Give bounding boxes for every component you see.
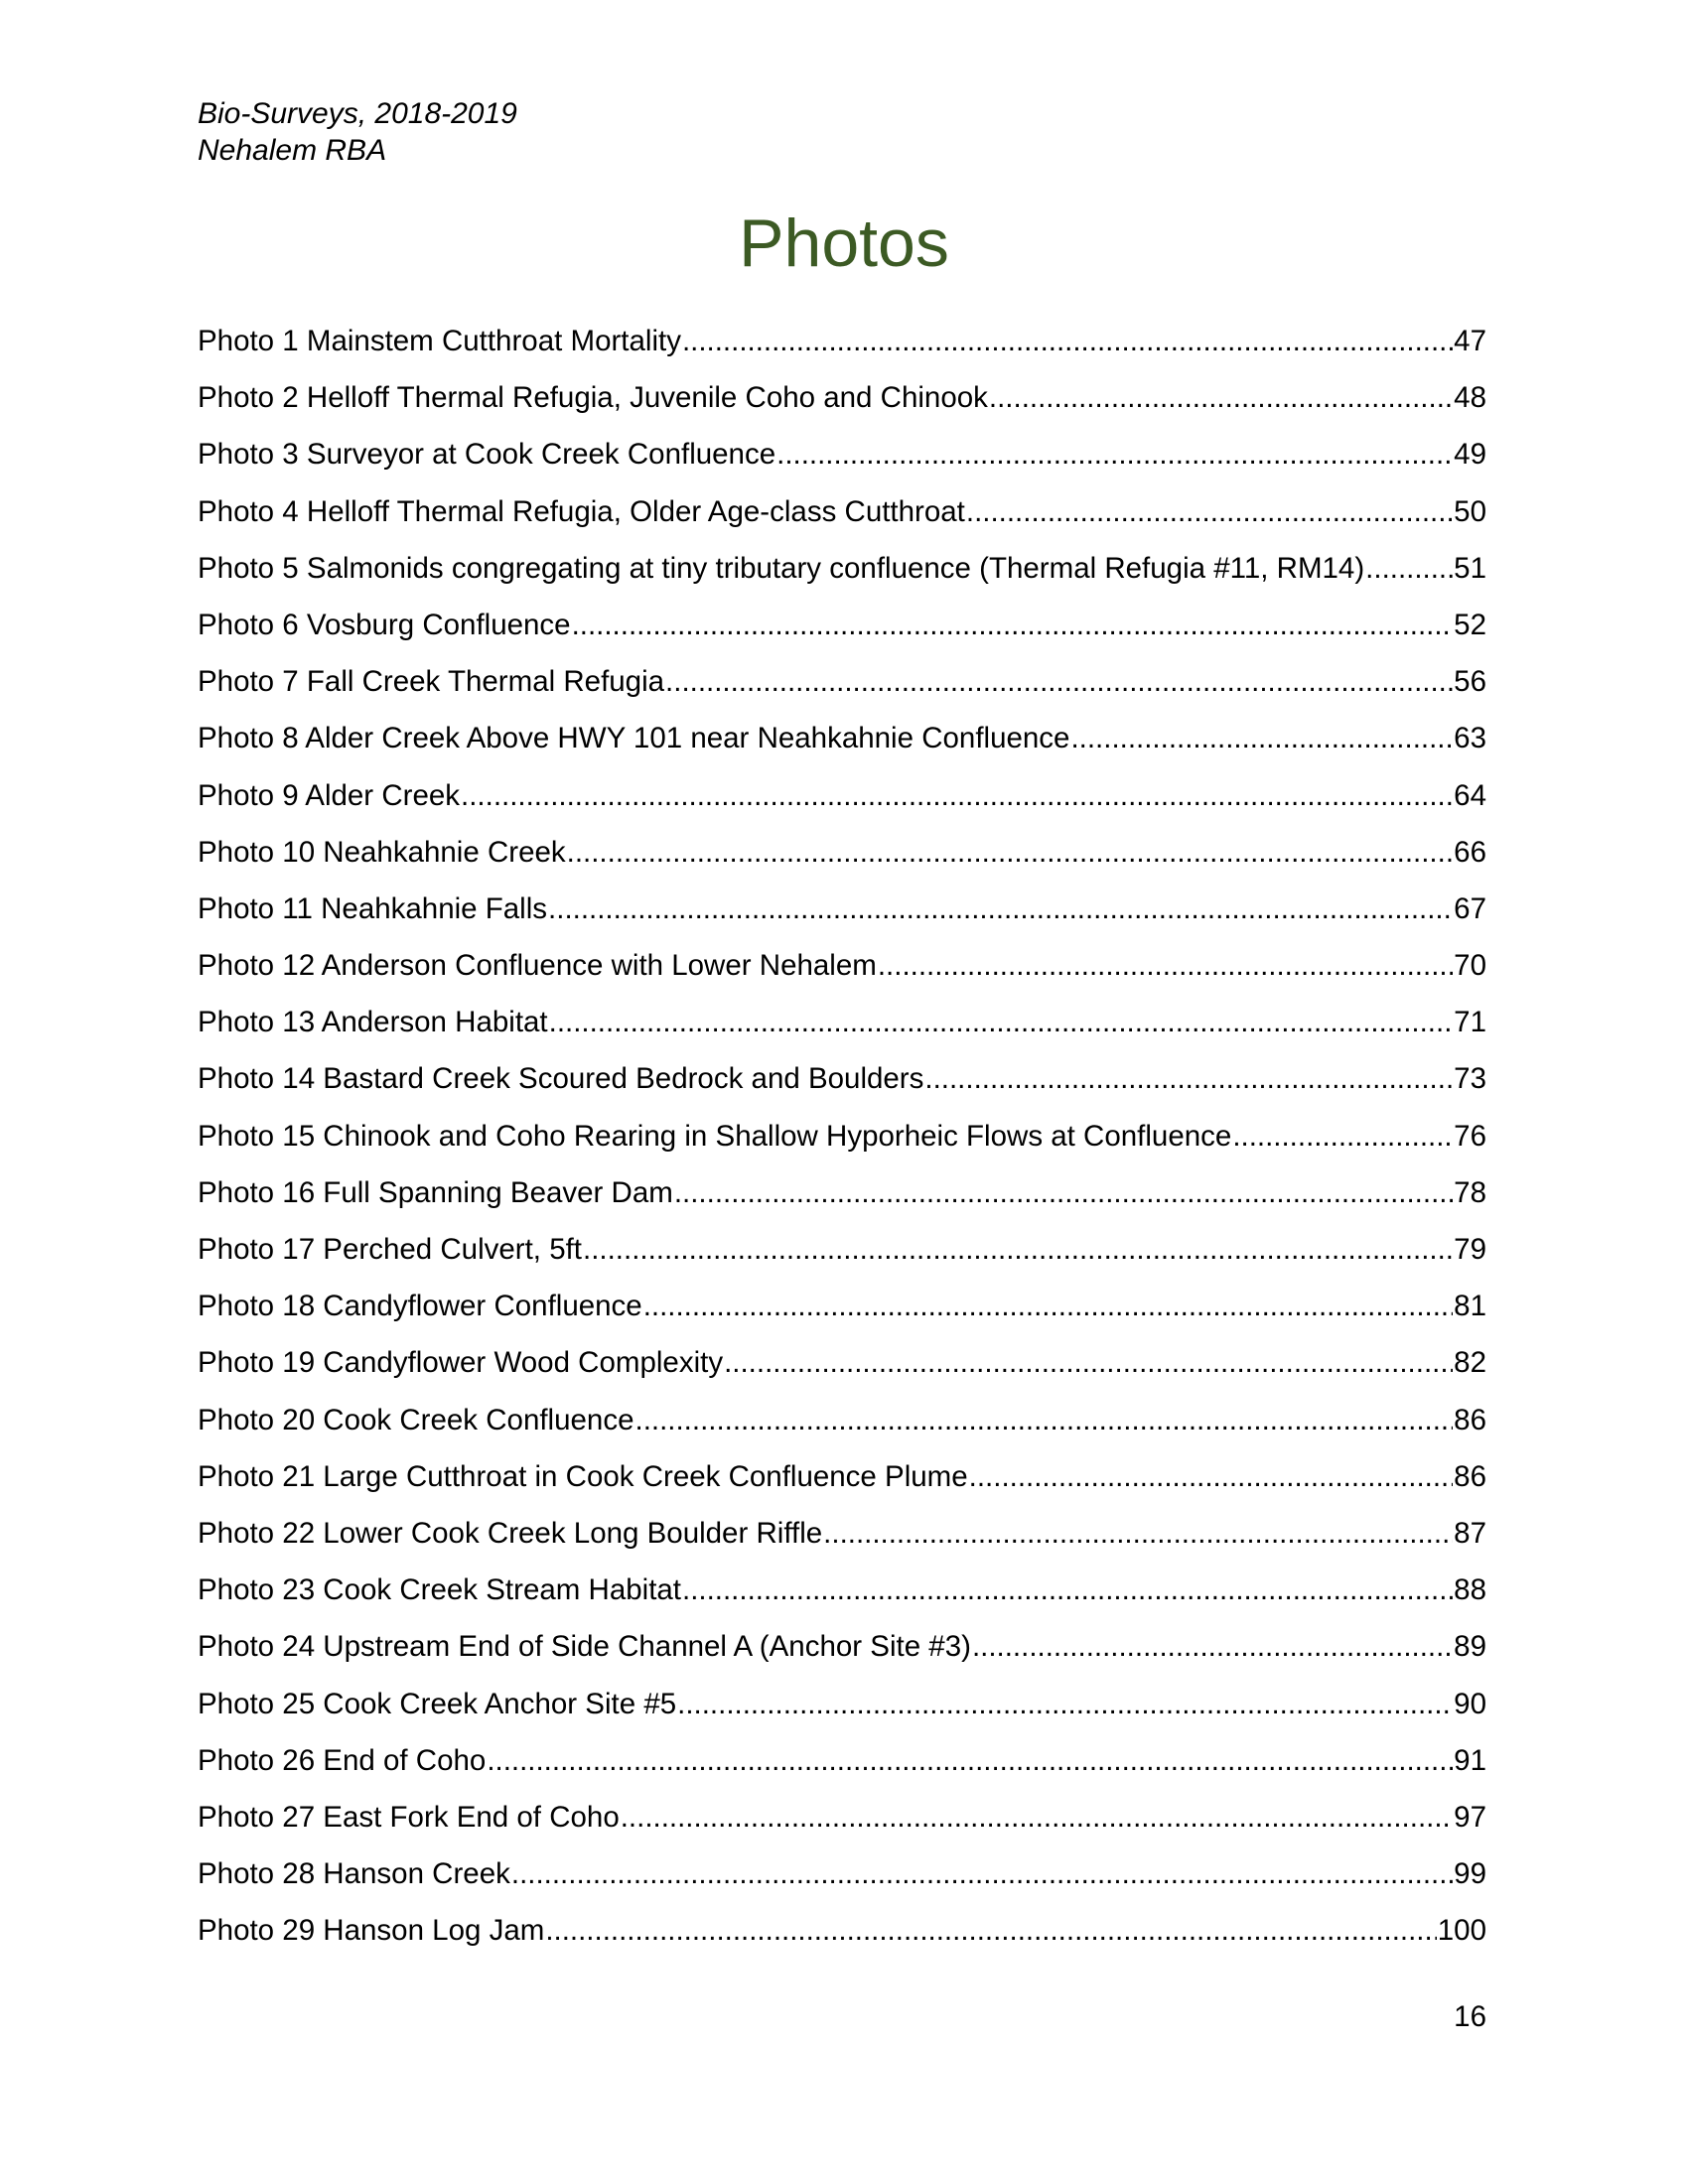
dot-leader xyxy=(924,1057,1453,1101)
dot-leader xyxy=(487,1739,1453,1783)
toc-entry-page[interactable]: 51 xyxy=(1454,551,1486,585)
toc-entry-page[interactable]: 87 xyxy=(1454,1516,1486,1550)
toc-entry-label[interactable]: Photo 24 Upstream End of Side Channel A (Anchor Site #3) xyxy=(198,1630,971,1664)
dot-leader xyxy=(621,1796,1453,1840)
toc-entry-label[interactable]: Photo 2 Helloff Thermal Refugia, Juvenile Coho and Chinook xyxy=(198,381,988,415)
dot-leader xyxy=(682,320,1453,363)
dot-leader xyxy=(1232,1115,1453,1159)
dot-leader xyxy=(545,1909,1436,1953)
dot-leader xyxy=(878,944,1453,988)
toc-entry-page[interactable]: 71 xyxy=(1454,1006,1486,1039)
toc-entry-page[interactable]: 89 xyxy=(1454,1630,1486,1664)
toc-entry[interactable] xyxy=(198,1115,1486,1171)
toc-entry[interactable] xyxy=(198,887,1486,944)
toc-entry[interactable] xyxy=(198,1796,1486,1852)
toc-entry-label[interactable]: Photo 26 End of Coho xyxy=(198,1743,487,1777)
dot-leader xyxy=(583,1228,1453,1272)
page-number: 16 xyxy=(1454,2000,1486,2033)
toc-entry[interactable] xyxy=(198,1569,1486,1625)
toc-entry-label[interactable]: Photo 20 Cook Creek Confluence xyxy=(198,1403,634,1436)
dot-leader xyxy=(461,774,1453,818)
header-basin-name: Nehalem RBA xyxy=(198,134,387,167)
toc-entry[interactable] xyxy=(198,774,1486,831)
toc-entry-label[interactable]: Photo 11 Neahkahnie Falls xyxy=(198,891,548,925)
toc-entry[interactable] xyxy=(198,1512,1486,1569)
dot-leader xyxy=(1365,547,1453,591)
toc-entry-label[interactable]: Photo 6 Vosburg Confluence xyxy=(198,608,571,641)
toc-entry-label[interactable]: Photo 14 Bastard Creek Scoured Bedrock and Boulders xyxy=(198,1062,924,1096)
toc-entry-label[interactable]: Photo 22 Lower Cook Creek Long Boulder Riffle xyxy=(198,1516,823,1550)
photo-list xyxy=(198,320,1486,1966)
dot-leader xyxy=(572,604,1454,647)
dot-leader xyxy=(969,1455,1454,1499)
toc-entry-label[interactable]: Photo 16 Full Spanning Beaver Dam xyxy=(198,1175,673,1209)
dot-leader xyxy=(665,660,1453,704)
toc-entry-label[interactable]: Photo 5 Salmonids congregating at tiny tributary confluence (Thermal Refugia #11, RM14) xyxy=(198,551,1365,585)
dot-leader xyxy=(823,1512,1453,1556)
toc-entry-label[interactable]: Photo 23 Cook Creek Stream Habitat xyxy=(198,1573,681,1607)
toc-entry[interactable] xyxy=(198,1625,1486,1682)
toc-entry-page[interactable]: 86 xyxy=(1454,1459,1486,1493)
toc-entry[interactable] xyxy=(198,547,1486,604)
toc-entry-label[interactable]: Photo 27 East Fork End of Coho xyxy=(198,1800,620,1834)
toc-entry[interactable] xyxy=(198,1739,1486,1796)
toc-entry[interactable] xyxy=(198,660,1486,717)
toc-entry-page[interactable]: 86 xyxy=(1454,1403,1486,1436)
toc-entry-page[interactable]: 91 xyxy=(1454,1743,1486,1777)
toc-entry[interactable] xyxy=(198,490,1486,547)
dot-leader xyxy=(511,1852,1453,1896)
toc-entry[interactable] xyxy=(198,831,1486,887)
toc-entry-page[interactable]: 100 xyxy=(1437,1914,1486,1948)
toc-entry[interactable] xyxy=(198,1683,1486,1739)
dot-leader xyxy=(548,887,1453,931)
toc-entry-page[interactable]: 88 xyxy=(1454,1573,1486,1607)
toc-entry-label[interactable]: Photo 25 Cook Creek Anchor Site #5 xyxy=(198,1687,677,1720)
dot-leader xyxy=(674,1171,1453,1215)
toc-entry-label[interactable]: Photo 18 Candyflower Confluence xyxy=(198,1290,642,1323)
header-report-title: Bio-Surveys, 2018-2019 xyxy=(198,97,517,130)
toc-entry-page[interactable]: 50 xyxy=(1454,494,1486,528)
dot-leader xyxy=(1070,717,1453,760)
toc-entry[interactable] xyxy=(198,1171,1486,1228)
toc-entry-label[interactable]: Photo 7 Fall Creek Thermal Refugia xyxy=(198,665,665,699)
toc-entry-page[interactable]: 79 xyxy=(1454,1233,1486,1266)
toc-entry[interactable] xyxy=(198,1228,1486,1285)
dot-leader xyxy=(677,1683,1453,1726)
running-header xyxy=(198,95,517,169)
dot-leader xyxy=(989,376,1453,420)
toc-entry-label[interactable]: Photo 29 Hanson Log Jam xyxy=(198,1914,545,1948)
toc-entry-page[interactable]: 81 xyxy=(1454,1290,1486,1323)
toc-entry-page[interactable]: 73 xyxy=(1454,1062,1486,1096)
dot-leader xyxy=(567,831,1454,875)
toc-entry-label[interactable]: Photo 3 Surveyor at Cook Creek Confluence xyxy=(198,438,776,472)
toc-entry[interactable] xyxy=(198,944,1486,1001)
dot-leader xyxy=(635,1399,1454,1442)
dot-leader xyxy=(682,1569,1453,1612)
toc-entry[interactable] xyxy=(198,1909,1486,1966)
toc-entry[interactable] xyxy=(198,320,1486,376)
toc-entry-label[interactable]: Photo 28 Hanson Creek xyxy=(198,1857,510,1891)
toc-entry[interactable] xyxy=(198,604,1486,660)
toc-entry-label[interactable]: Photo 1 Mainstem Cutthroat Mortality xyxy=(198,325,681,357)
toc-entry[interactable] xyxy=(198,376,1486,433)
dot-leader xyxy=(972,1625,1453,1669)
toc-entry-page[interactable]: 56 xyxy=(1454,665,1486,699)
toc-entry-page[interactable]: 97 xyxy=(1454,1800,1486,1834)
toc-entry-page[interactable]: 82 xyxy=(1454,1346,1486,1380)
page-title: Photos xyxy=(739,205,949,281)
toc-entry-page[interactable]: 63 xyxy=(1454,722,1486,755)
toc-entry-page[interactable]: 66 xyxy=(1454,835,1486,869)
toc-entry-page[interactable]: 76 xyxy=(1454,1119,1486,1153)
toc-entry-page[interactable]: 70 xyxy=(1454,949,1486,983)
dot-leader xyxy=(966,490,1453,534)
toc-entry[interactable] xyxy=(198,1852,1486,1909)
toc-entry-label[interactable]: Photo 15 Chinook and Coho Rearing in Shallow Hyporheic Flows at Confluence xyxy=(198,1119,1232,1153)
toc-entry-page[interactable]: 99 xyxy=(1454,1857,1486,1891)
toc-entry[interactable] xyxy=(198,1285,1486,1341)
toc-entry[interactable] xyxy=(198,1455,1486,1512)
toc-entry[interactable] xyxy=(198,1057,1486,1114)
toc-entry[interactable] xyxy=(198,1341,1486,1398)
toc-entry-label[interactable]: Photo 12 Anderson Confluence with Lower Nehalem xyxy=(198,949,877,983)
dot-leader xyxy=(776,433,1453,477)
toc-entry-label[interactable]: Photo 10 Neahkahnie Creek xyxy=(198,835,566,869)
toc-entry[interactable] xyxy=(198,433,1486,489)
toc-entry-label[interactable]: Photo 19 Candyflower Wood Complexity xyxy=(198,1346,724,1380)
dot-leader xyxy=(549,1001,1454,1044)
toc-entry[interactable] xyxy=(198,1399,1486,1455)
toc-entry-label[interactable]: Photo 17 Perched Culvert, 5ft xyxy=(198,1233,583,1266)
toc-entry-page[interactable]: 90 xyxy=(1454,1687,1486,1720)
toc-entry-page[interactable]: 48 xyxy=(1454,381,1486,415)
toc-entry[interactable] xyxy=(198,1001,1486,1057)
toc-entry-page[interactable]: 67 xyxy=(1454,891,1486,925)
toc-entry-label[interactable]: Photo 21 Large Cutthroat in Cook Creek Confluence Plume xyxy=(198,1459,968,1493)
dot-leader xyxy=(643,1285,1453,1328)
toc-entry-page[interactable]: 47 xyxy=(1454,325,1486,357)
toc-entry-page[interactable]: 78 xyxy=(1454,1175,1486,1209)
toc-entry-label[interactable]: Photo 13 Anderson Habitat xyxy=(198,1006,548,1039)
toc-entry-label[interactable]: Photo 9 Alder Creek xyxy=(198,778,461,812)
dot-leader xyxy=(724,1341,1453,1385)
toc-entry-page[interactable]: 49 xyxy=(1454,438,1486,472)
toc-entry-label[interactable]: Photo 8 Alder Creek Above HWY 101 near Neahkahnie Confluence xyxy=(198,722,1070,755)
toc-entry[interactable] xyxy=(198,717,1486,773)
toc-entry-page[interactable]: 52 xyxy=(1454,608,1486,641)
toc-entry-label[interactable]: Photo 4 Helloff Thermal Refugia, Older Age-class Cutthroat xyxy=(198,494,965,528)
toc-entry-page[interactable]: 64 xyxy=(1454,778,1486,812)
